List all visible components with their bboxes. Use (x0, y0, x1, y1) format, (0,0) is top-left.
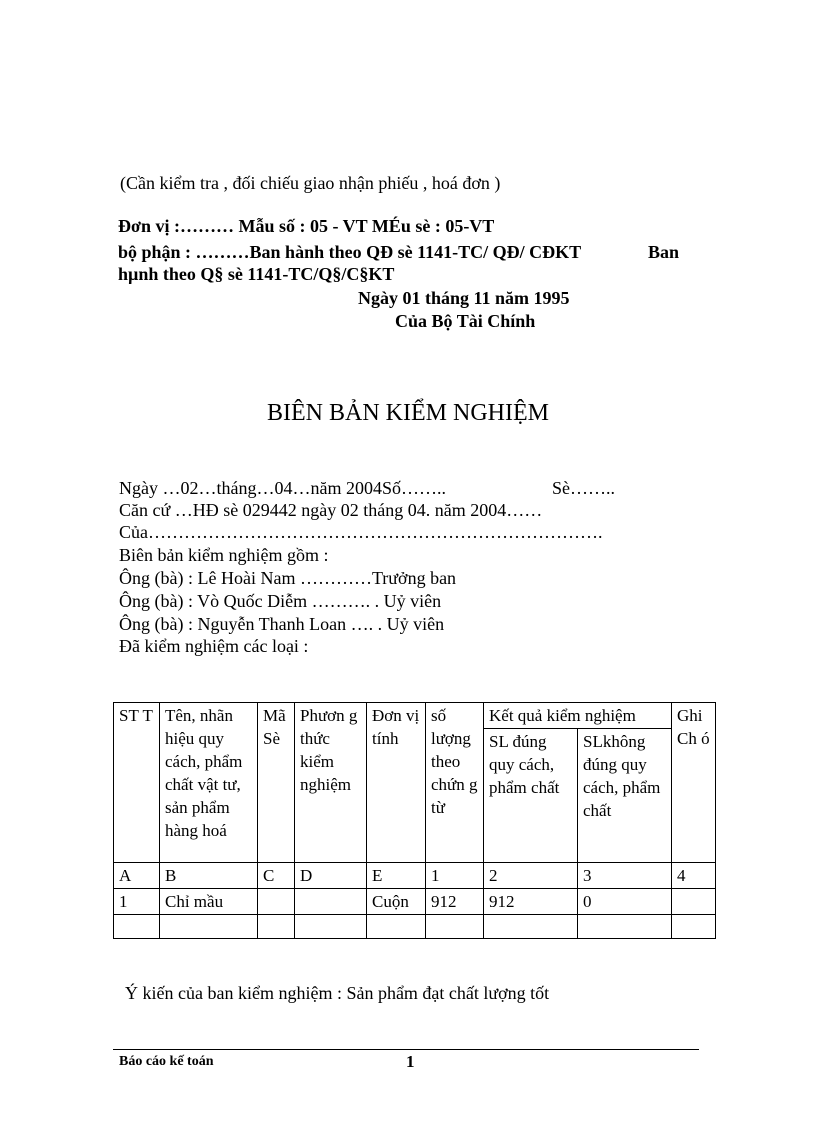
header-code: Mã Sè (258, 703, 295, 863)
table-cell (672, 915, 716, 939)
of-line: Của…………………………………………………………………. (119, 522, 603, 542)
header-item-name: Tên, nhãn hiệu quy cách, phẩm chất vật tư, sản phẩm hàng hoá (160, 703, 258, 863)
header-ministry-line: Của Bộ Tài Chính (395, 311, 536, 331)
table-cell: E (367, 863, 426, 889)
committee-intro: Biên bản kiểm nghiệm gồm : (119, 545, 329, 565)
header-qty-conforming: SL đúng quy cách, phẩm chất (484, 729, 578, 863)
table-cell: 912 (426, 889, 484, 915)
header-note: Ghi Ch ó (672, 703, 716, 863)
code-row (114, 863, 716, 889)
header-quantity: số lượng theo chứn g từ (426, 703, 484, 863)
table-cell: 1 (426, 863, 484, 889)
table-cell: 912 (484, 889, 578, 915)
table-row (114, 889, 716, 915)
table-cell (160, 915, 258, 939)
header-unit: Đơn vị tính (367, 703, 426, 863)
header-unit-line: Đơn vị :……… Mẫu số : 05 - VT MÉu sè : 05-VT (118, 216, 495, 236)
footer-divider (113, 1049, 699, 1050)
instruction-note: (Cần kiểm tra , đối chiếu giao nhận phiếu , hoá đơn ) (120, 173, 501, 193)
header-decision-line: hµnh theo Q§ sè 1141-TC/Q§/C§KT (118, 264, 395, 284)
member-line: Ông (bà) : Vò Quốc Diễm ………. . Uỷ viên (119, 591, 442, 611)
header-method: Phươn g thức kiểm nghiệm (295, 703, 367, 863)
table-row (114, 915, 716, 939)
table-cell (367, 915, 426, 939)
table-cell (484, 915, 578, 939)
table-cell: C (258, 863, 295, 889)
header-qty-nonconforming: SLkhông đúng quy cách, phẩm chất (578, 729, 672, 863)
table-cell (258, 915, 295, 939)
table-cell: 3 (578, 863, 672, 889)
table-cell (578, 915, 672, 939)
basis-line: Căn cứ …HĐ sè 029442 ngày 02 tháng 04. năm 2004…… (119, 500, 543, 520)
table-cell (258, 889, 295, 915)
table-cell (295, 889, 367, 915)
table-cell: 0 (578, 889, 672, 915)
document-title: BIÊN BẢN KIỂM NGHIỆM (267, 400, 549, 426)
header-department-line-end: Ban (648, 242, 680, 262)
page-number: 1 (406, 1052, 415, 1071)
header-date-line: Ngày 01 tháng 11 năm 1995 (358, 288, 570, 308)
inspection-table (113, 702, 716, 939)
header-department-line: bộ phận : ………Ban hành theo QĐ sè 1141-TC/ QĐ/ CĐKT (118, 242, 582, 262)
table-cell: Cuộn (367, 889, 426, 915)
header-stt: ST T (114, 703, 160, 863)
member-line: Ông (bà) : Nguyễn Thanh Loan …. . Uỷ viên (119, 614, 445, 634)
header-result: Kết quả kiểm nghiệm (484, 703, 672, 729)
footer-label: Báo cáo kế toán (119, 1054, 214, 1069)
table-cell: 1 (114, 889, 160, 915)
table-cell: 4 (672, 863, 716, 889)
table-cell (114, 915, 160, 939)
member-line: Ông (bà) : Lê Hoài Nam …………Trưởng ban (119, 568, 457, 588)
table-cell (426, 915, 484, 939)
committee-opinion: Ý kiến của ban kiểm nghiệm : Sản phẩm đạt chất lượng tốt (125, 983, 550, 1003)
date-line: Ngày …02…tháng…04…năm 2004Số…….. (119, 478, 446, 498)
table-cell (672, 889, 716, 915)
table-cell: D (295, 863, 367, 889)
number-line: Sè…….. (552, 478, 615, 498)
table-cell: A (114, 863, 160, 889)
table-cell (295, 915, 367, 939)
table-cell: 2 (484, 863, 578, 889)
inspected-items-intro: Đã kiểm nghiệm các loại : (119, 636, 309, 656)
table-cell: B (160, 863, 258, 889)
table-cell: Chỉ mầu (160, 889, 258, 915)
